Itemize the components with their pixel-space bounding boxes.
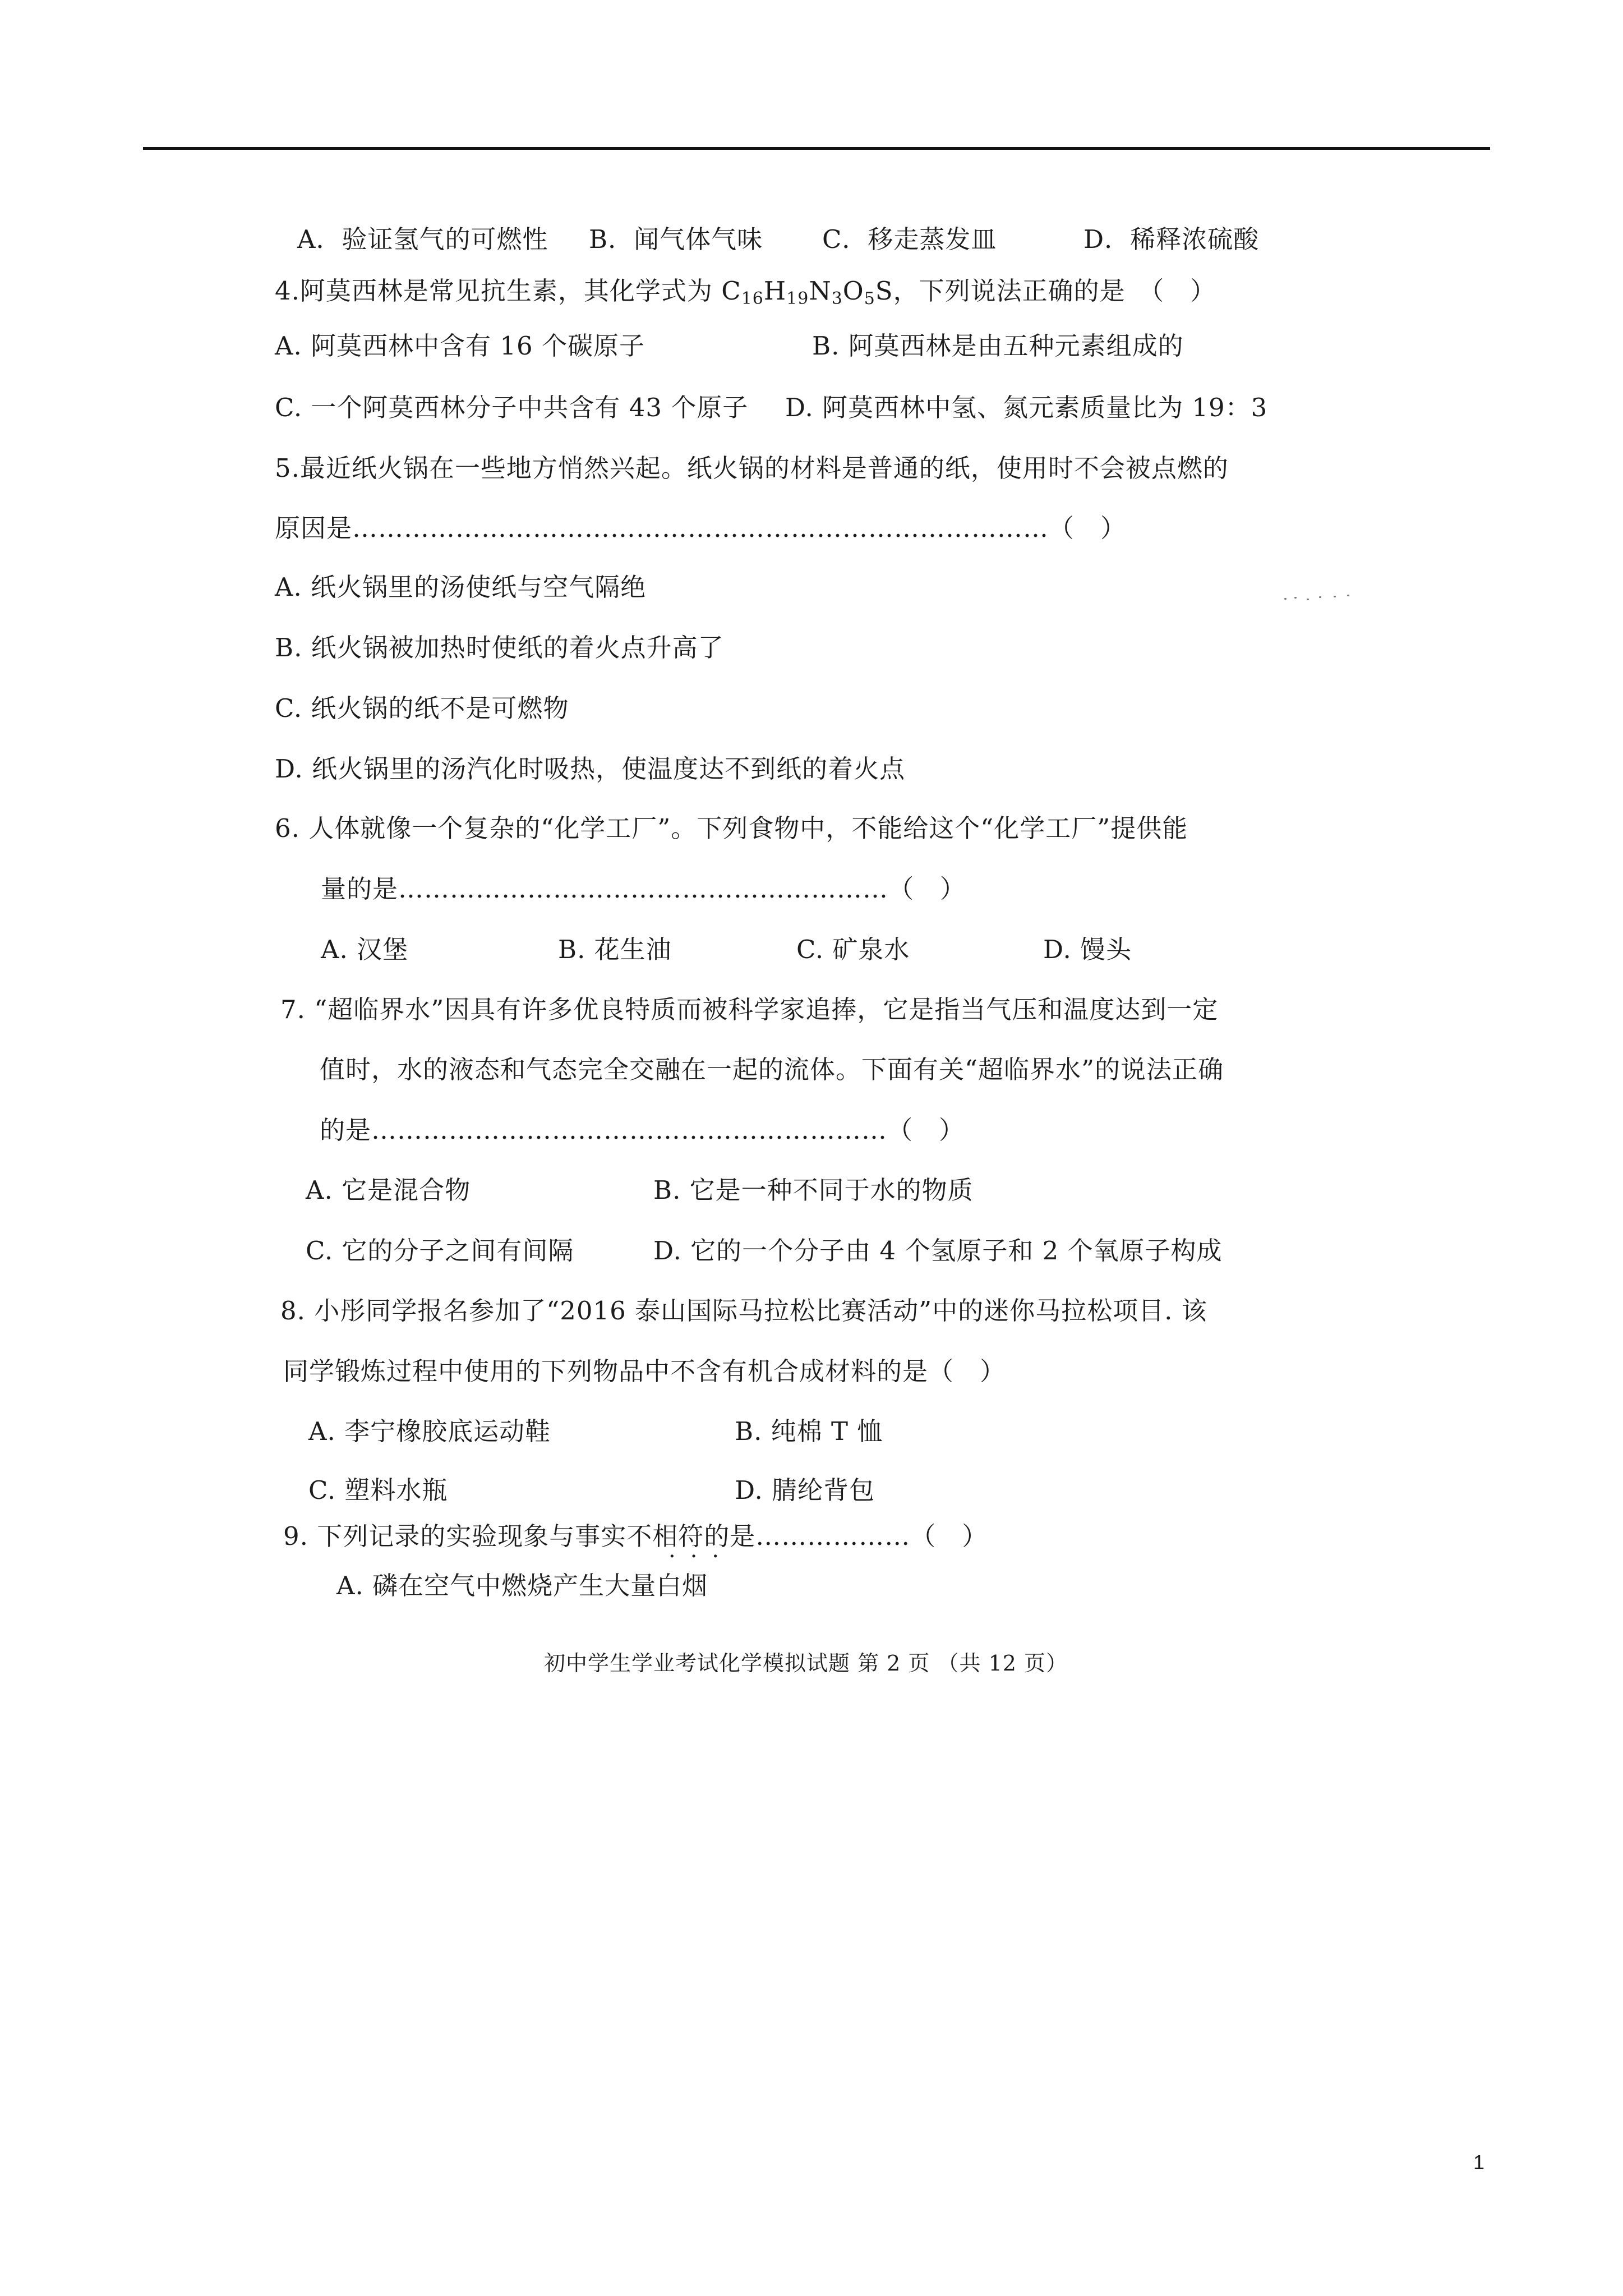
- question-5-stem-line-1: 5.最近纸火锅在一些地方悄然兴起。纸火锅的材料是普通的纸，使用时不会被点燃的: [275, 453, 1229, 483]
- formula-subscript: 5: [864, 289, 875, 309]
- header-rule: [143, 147, 1490, 150]
- formula-element: C: [721, 276, 741, 306]
- question-5-stem-line-2: 原因是………………………………………………………………………（ ）: [275, 513, 1127, 543]
- question-9-stem: 9. 下列记录的实验现象与事实不相符的是………………（ ）: [283, 1521, 988, 1551]
- option-b: B. 纸火锅被加热时使纸的着火点升高了: [275, 633, 724, 662]
- formula-element: N: [809, 276, 832, 306]
- question-6-stem-line-2: 量的是…………………………………………………（ ）: [321, 874, 966, 904]
- stem-before: 4.阿莫西林是常见抗生素，其化学式为: [275, 276, 722, 306]
- option-d: D. 纸火锅里的汤汽化时吸热，使温度达不到纸的着火点: [275, 754, 906, 784]
- question-7-stem-line-3: 的是……………………………………………………（ ）: [320, 1115, 965, 1145]
- option-b: B. 阿莫西林是由五种元素组成的: [812, 331, 1184, 361]
- scan-speck: [1284, 593, 1363, 601]
- option-d: D. 腈纶背包: [735, 1475, 875, 1505]
- option-d: D. 馒头: [1043, 935, 1132, 964]
- option-c: C. 一个阿莫西林分子中共含有 43 个原子: [275, 393, 749, 422]
- option-c: C. 它的分子之间有间隔: [306, 1236, 574, 1266]
- option-b: B. 花生油: [558, 935, 672, 964]
- option-d: D．稀释浓硫酸: [1083, 224, 1260, 254]
- option-a: A. 它是混合物: [306, 1175, 471, 1205]
- formula-element: S: [875, 276, 893, 306]
- question-6-stem-line-1: 6. 人体就像一个复杂的“化学工厂”。下列食物中，不能给这个“化学工厂”提供能: [275, 813, 1188, 843]
- option-d: D. 阿莫西林中氢、氮元素质量比为 19：3: [785, 393, 1268, 422]
- option-a: A. 李宁橡胶底运动鞋: [308, 1416, 551, 1446]
- option-c: C. 塑料水瓶: [308, 1475, 448, 1505]
- option-a: A. 纸火锅里的汤使纸与空气隔绝: [275, 572, 647, 602]
- page-footer: 初中学生学业考试化学模拟试题 第 2 页 （共 12 页）: [544, 1651, 1068, 1676]
- option-b: B. 它是一种不同于水的物质: [653, 1175, 974, 1205]
- option-b: B．闻气体气味: [589, 224, 763, 254]
- formula-subscript: 3: [831, 289, 843, 309]
- chemical-formula: [721, 276, 893, 309]
- formula-subscript: 19: [786, 289, 809, 309]
- question-7-stem-line-1: 7. “超临界水”因具有许多优良特质而被科学家追捧，它是指当气压和温度达到一定: [280, 995, 1219, 1024]
- page-number: 1: [1473, 2151, 1485, 2174]
- option-a: A．验证氢气的可燃性: [297, 224, 548, 254]
- option-b: B. 纯棉 T 恤: [735, 1416, 883, 1446]
- option-c: C. 纸火锅的纸不是可燃物: [275, 693, 569, 723]
- formula-subscript: 16: [741, 289, 764, 309]
- option-d: D. 它的一个分子由 4 个氢原子和 2 个氧原子构成: [653, 1236, 1223, 1266]
- option-a: A. 汉堡: [321, 935, 409, 964]
- option-a: A. 磷在空气中燃烧产生大量白烟: [336, 1571, 708, 1600]
- question-8-stem-line-1: 8. 小彤同学报名参加了“2016 泰山国际马拉松比赛活动”中的迷你马拉松项目. 该: [280, 1296, 1207, 1326]
- stem-after: ，下列说法正确的是 （ ）: [893, 276, 1216, 306]
- option-c: C. 矿泉水: [796, 935, 910, 964]
- emphasis-dots: ···: [668, 1544, 734, 1570]
- option-a: A. 阿莫西林中含有 16 个碳原子: [275, 331, 645, 361]
- formula-element: O: [842, 276, 864, 306]
- question-7-stem-line-2: 值时，水的液态和气态完全交融在一起的流体。下面有关“超临界水”的说法正确: [320, 1055, 1224, 1084]
- option-c: C．移走蒸发皿: [822, 224, 997, 254]
- question-8-stem-line-2: 同学锻炼过程中使用的下列物品中不含有机合成材料的是（ ）: [283, 1356, 1006, 1386]
- formula-element: H: [763, 276, 787, 306]
- question-4-stem: [275, 276, 1216, 314]
